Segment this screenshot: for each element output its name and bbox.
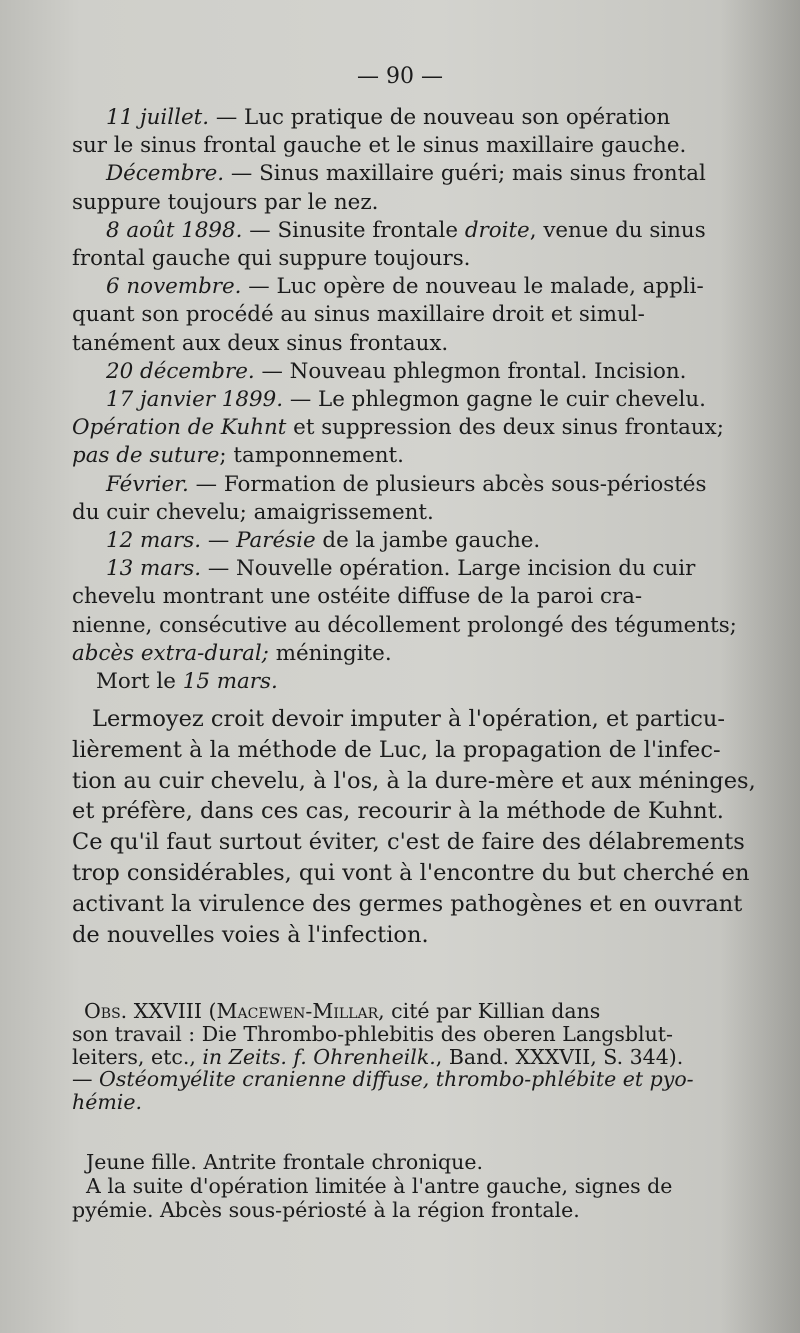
observation-body xyxy=(72,1150,736,1222)
text-run: et suppression des deux sinus frontaux; xyxy=(286,415,724,441)
text-run: , Band. XXXVII, S. 344). xyxy=(435,1044,684,1069)
text-run: Ostéomyélite cranienne diffuse, thrombo-phlébite et pyo- xyxy=(99,1067,694,1092)
text-line xyxy=(72,104,736,132)
text-run: ; tamponnement. xyxy=(219,443,404,469)
text-run: 8 août 1898. xyxy=(106,217,243,243)
text-run: 17 janvier 1899. xyxy=(106,387,284,413)
text-line: A la suite d'opération limitée à l'antre gauche, signes de xyxy=(86,1174,673,1198)
text-run: — Nouvelle opération. Large incision du cuir xyxy=(201,556,696,582)
text-run: hémie. xyxy=(72,1090,142,1115)
text-line: lièrement à la méthode de Luc, la propagation de l'infec- xyxy=(72,736,721,763)
text-run: tanément aux deux sinus frontaux. xyxy=(72,330,449,356)
text-line: de nouvelles voies à l'infection. xyxy=(72,921,429,948)
text-run: frontal gauche qui suppure toujours. xyxy=(72,246,471,272)
text-line: trop considérables, qui vont à l'encontre du but cherché en xyxy=(72,859,750,886)
text-line xyxy=(72,330,736,358)
text-line: Ce qu'il faut surtout éviter, c'est de faire des délabrements xyxy=(72,829,745,856)
text-run: Opération de Kuhnt xyxy=(72,415,287,441)
text-run: Parésie xyxy=(236,528,316,554)
text-run: — Formation de plusieurs abcès sous-périostés xyxy=(188,471,707,497)
text-run: du cuir chevelu; amaigrissement. xyxy=(72,499,434,525)
text-run: pas de suture xyxy=(72,443,220,469)
text-line xyxy=(72,583,736,611)
text-line xyxy=(72,555,736,583)
text-run: XXVIII ( xyxy=(127,999,217,1023)
text-line xyxy=(72,245,736,273)
text-run: — Sinusite frontale xyxy=(242,217,465,243)
text-run: 11 juillet. xyxy=(106,105,210,130)
text-line xyxy=(72,358,736,386)
text-run: 6 novembre. xyxy=(106,274,242,300)
text-line: pyémie. Abcès sous-périosté à la région frontale. xyxy=(72,1198,580,1222)
text-run: Février. xyxy=(106,471,189,497)
text-run: quant son procédé au sinus maxillaire droit et simul- xyxy=(72,302,645,328)
text-line xyxy=(72,1091,736,1114)
text-line: Lermoyez croit devoir imputer à l'opération, et particu- xyxy=(92,706,725,732)
text-line xyxy=(72,273,736,301)
text-line xyxy=(72,1068,736,1091)
text-run: Mort le xyxy=(96,669,183,695)
text-run: — Le phlegmon gagne le cuir chevelu. xyxy=(283,387,706,413)
text-line xyxy=(72,1023,736,1046)
text-line xyxy=(72,217,736,245)
text-run: — xyxy=(201,528,237,554)
text-run: — Luc pratique de nouveau son opération xyxy=(209,105,671,130)
text-line: et préfère, dans ces cas, recourir à la méthode de Kuhnt. xyxy=(72,798,724,825)
text-line xyxy=(72,301,736,329)
text-line xyxy=(72,471,736,499)
text-line xyxy=(72,612,736,640)
text-run: nienne, consécutive au décollement prolongé des téguments; xyxy=(72,612,737,638)
text-line: tion au cuir chevelu, à l'os, à la dure-mère et aux méninges, xyxy=(72,767,756,794)
text-line xyxy=(72,1046,736,1069)
text-run: chevelu montrant une ostéite diffuse de la paroi cra- xyxy=(72,584,643,610)
text-run: sur le sinus frontal gauche et le sinus maxillaire gauche. xyxy=(72,133,687,159)
text-run: 13 mars. xyxy=(106,556,202,582)
text-run: — Nouveau phlegmon frontal. Incision. xyxy=(254,358,687,384)
page-number: — 90 — xyxy=(357,64,443,89)
commentary-paragraph xyxy=(72,704,756,950)
text-run: Obs. xyxy=(84,999,128,1023)
text-run: 20 décembre. xyxy=(106,358,255,384)
text-run: Décembre. xyxy=(106,161,225,187)
text-run: — xyxy=(72,1067,100,1092)
text-run: de la jambe gauche. xyxy=(315,528,541,554)
text-line xyxy=(72,668,736,696)
text-run: abcès extra-dural; xyxy=(72,640,269,666)
text-run: , cité par Killian dans xyxy=(378,999,601,1023)
text-line xyxy=(72,189,736,217)
text-run: , venue du sinus xyxy=(529,217,706,243)
text-line xyxy=(72,160,736,188)
text-line: activant la virulence des germes pathogènes et en ouvrant xyxy=(72,890,743,917)
text-run: leiters, etc., xyxy=(72,1044,203,1069)
text-run: in Zeits. f. Ohrenheilk. xyxy=(202,1044,436,1069)
text-run: — Sinus maxillaire guéri; mais sinus frontal xyxy=(224,161,706,187)
text-line xyxy=(72,527,736,555)
text-line xyxy=(72,442,736,470)
text-line xyxy=(72,132,736,160)
text-line xyxy=(72,1000,736,1023)
text-run: — Luc opère de nouveau le malade, appli- xyxy=(241,274,704,300)
text-run: suppure toujours par le nez. xyxy=(72,189,379,215)
text-line xyxy=(72,499,736,527)
text-run: son travail : Die Thrombo-phlebitis des oberen Langsblut- xyxy=(72,1021,673,1046)
text-line xyxy=(72,640,736,668)
observation-heading xyxy=(72,1000,736,1114)
text-run: méningite. xyxy=(268,640,392,666)
case-chronology xyxy=(72,104,736,696)
text-line xyxy=(72,414,736,442)
text-run: 12 mars. xyxy=(106,528,202,554)
text-run: Macewen-Millar xyxy=(216,999,379,1023)
text-line xyxy=(72,386,736,414)
text-run: droite xyxy=(464,217,530,243)
text-line: Jeune fille. Antrite frontale chronique. xyxy=(86,1150,483,1174)
text-run: 15 mars. xyxy=(182,669,278,695)
